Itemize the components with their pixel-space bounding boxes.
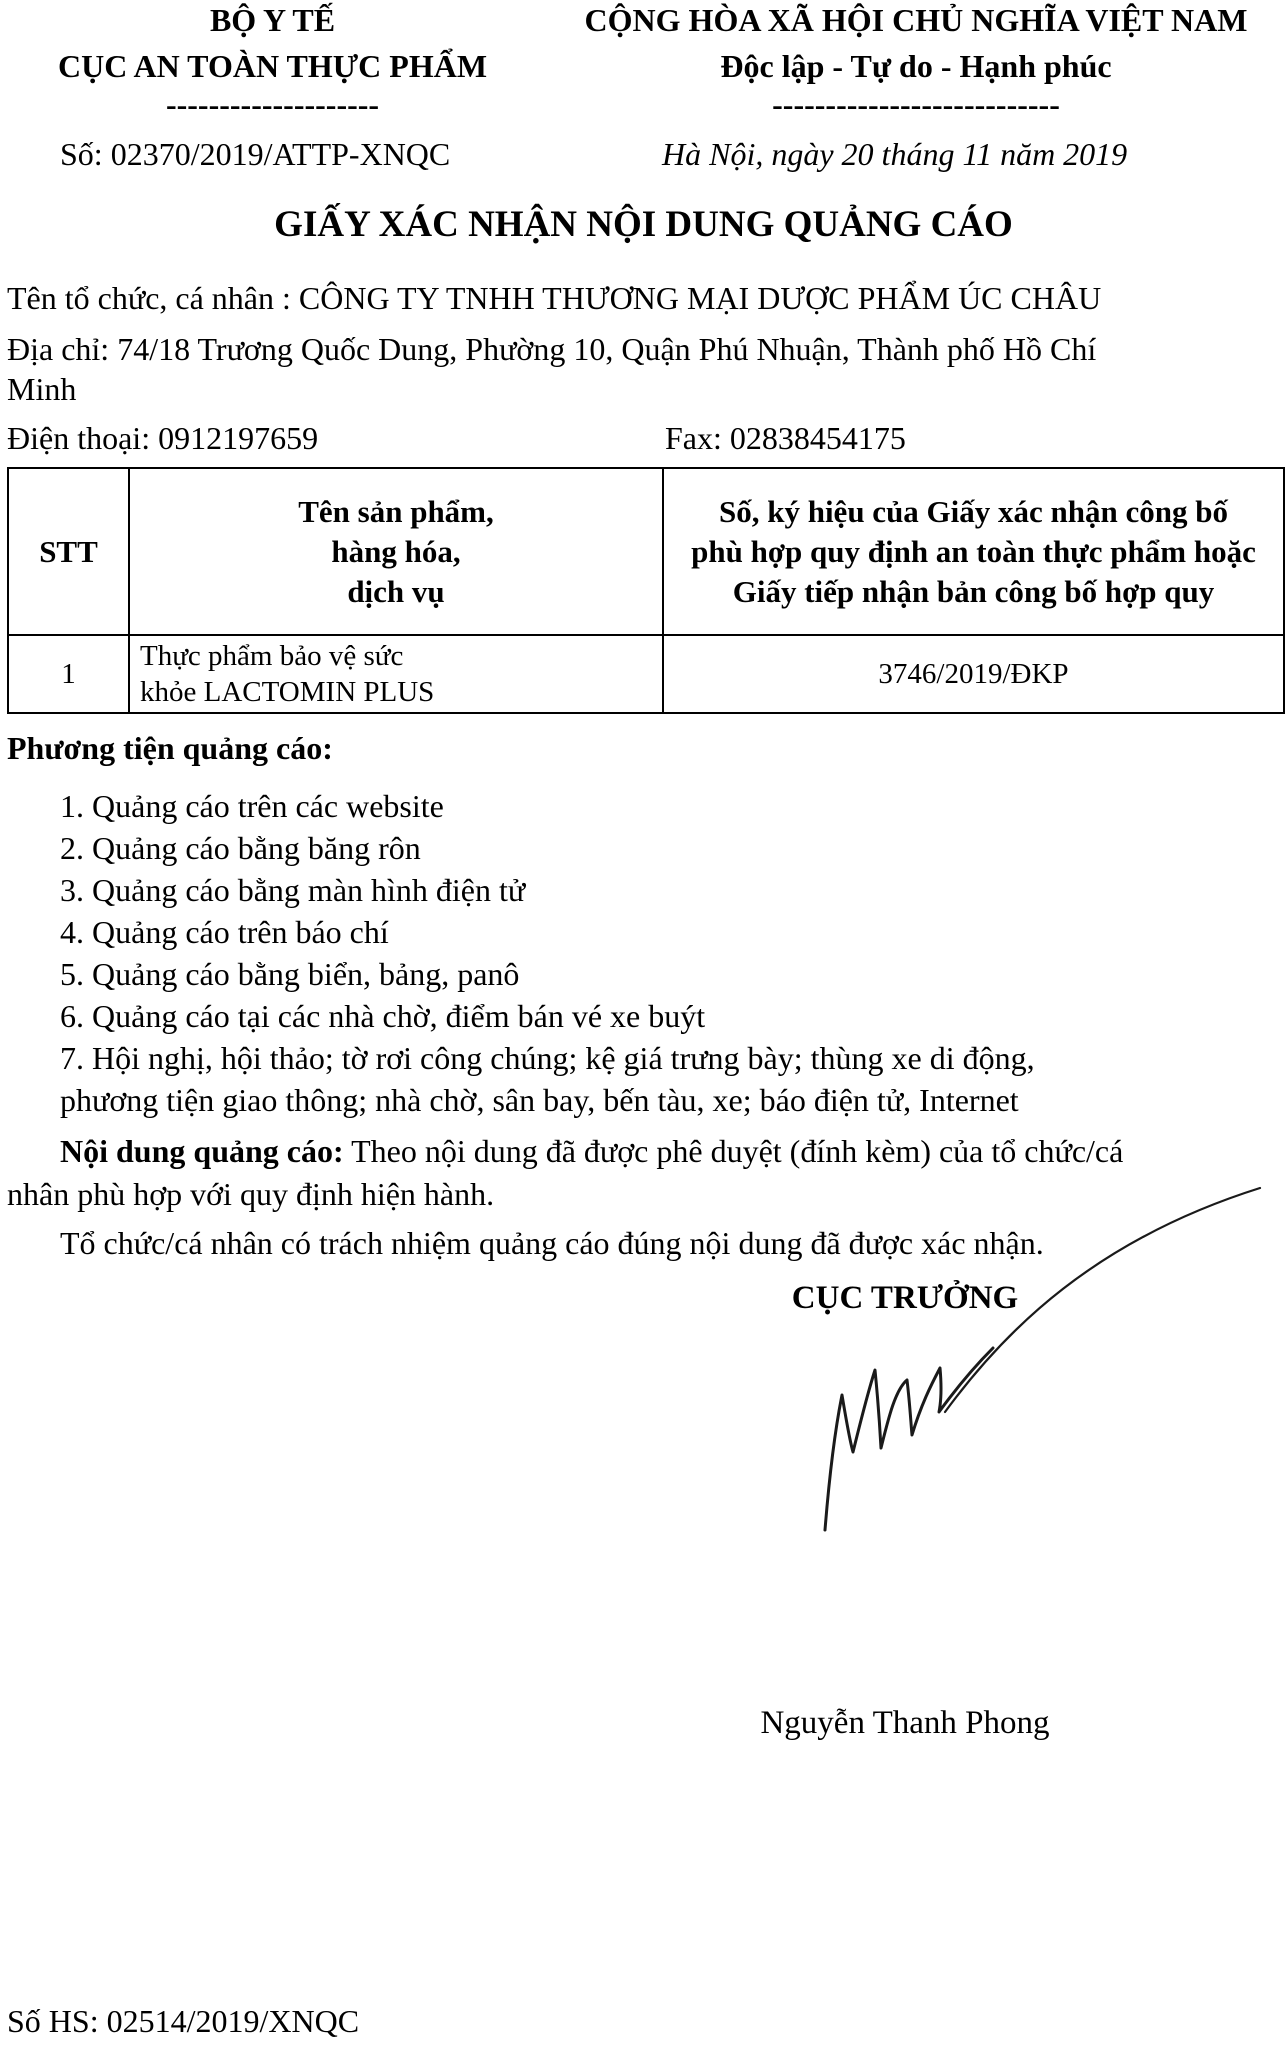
national-motto: Độc lập - Tự do - Hạnh phúc [720,48,1112,84]
header-product-line: Tên sản phẩm, [298,493,494,529]
row-product-line: khỏe LACTOMIN PLUS [140,676,435,708]
header-stt: STT [8,468,129,635]
list-item: 6. Quảng cáo tại các nhà chờ, điểm bán vé xe buýt [60,998,706,1034]
document-number: Số: 02370/2019/ATTP-XNQC [60,136,451,172]
signer-name: Nguyễn Thanh Phong [760,1705,1050,1741]
media-heading: Phương tiện quảng cáo: [7,730,333,766]
table-row [8,635,1284,713]
content-text: Theo nội dung đã được phê duyệt (đính kèm) của tổ chức/cá [343,1133,1124,1169]
content-label: Nội dung quảng cáo: [60,1133,344,1169]
org-phone: Điện thoại: 0912197659 [7,420,319,456]
list-item: 5. Quảng cáo bằng biển, bảng, panô [60,956,520,992]
header-product [129,468,663,635]
file-number: Số HS: 02514/2019/XNQC [7,2003,360,2039]
header-certificate [663,468,1284,635]
national-title: CỘNG HÒA XÃ HỘI CHỦ NGHĨA VIỆT NAM [584,2,1248,38]
list-item: 7. Hội nghị, hội thảo; tờ rơi công chúng; kệ giá trưng bày; thùng xe di động, [60,1040,1035,1076]
list-item: 2. Quảng cáo bằng băng rôn [60,830,421,866]
responsibility-statement: Tổ chức/cá nhân có trách nhiệm quảng cáo đúng nội dung đã được xác nhận. [60,1225,1044,1261]
document-title: GIẤY XÁC NHẬN NỘI DUNG QUẢNG CÁO [274,204,1013,245]
row-certificate: 3746/2019/ĐKP [663,635,1284,713]
signature-flourish [945,1188,1260,1412]
product-table [7,467,1285,714]
header-product-line: hàng hóa, [331,533,461,569]
list-item: 1. Quảng cáo trên các website [60,788,444,824]
media-list [60,785,1035,1121]
row-product [129,635,663,713]
handwritten-signature [795,1180,1265,1650]
org-address-line1: Địa chỉ: 74/18 Trương Quốc Dung, Phường 10, Quận Phú Nhuận, Thành phố Hồ Chí [7,331,1097,367]
list-item: 3. Quảng cáo bằng màn hình điện tử [60,872,526,908]
agency-name: CỤC AN TOÀN THỰC PHẨM [57,48,488,84]
org-fax: Fax: 02838454175 [665,420,906,456]
org-name: Tên tổ chức, cá nhân : CÔNG TY TNHH THƯƠNG MẠI DƯỢC PHẨM ÚC CHÂU [7,280,1102,316]
row-stt: 1 [8,635,129,713]
header-product-line: dịch vụ [347,573,445,609]
row-product-line: Thực phẩm bảo vệ sức [140,640,404,672]
list-item: 4. Quảng cáo trên báo chí [60,914,389,950]
signature-stroke [825,1348,993,1530]
header-certificate-line: Giấy tiếp nhận bản công bố hợp quy [732,573,1215,609]
header-certificate-line: phù hợp quy định an toàn thực phẩm hoặc [691,533,1256,569]
table-header-row [8,468,1284,635]
content-statement-line1 [60,1130,1123,1172]
header-certificate-line: Số, ký hiệu của Giấy xác nhận công bố [718,493,1229,529]
list-item: phương tiện giao thông; nhà chờ, sân bay, bến tàu, xe; báo điện tử, Internet [60,1082,1019,1118]
signer-position: CỤC TRƯỞNG [791,1280,1019,1316]
national-rule: --------------------------- [772,86,1060,122]
content-statement-line2: nhân phù hợp với quy định hiện hành. [7,1176,495,1212]
agency-parent: BỘ Y TẾ [209,2,336,38]
place-date: Hà Nội, ngày 20 tháng 11 năm 2019 [662,136,1128,172]
org-address-line2: Minh [7,371,77,407]
agency-rule: -------------------- [165,86,380,122]
